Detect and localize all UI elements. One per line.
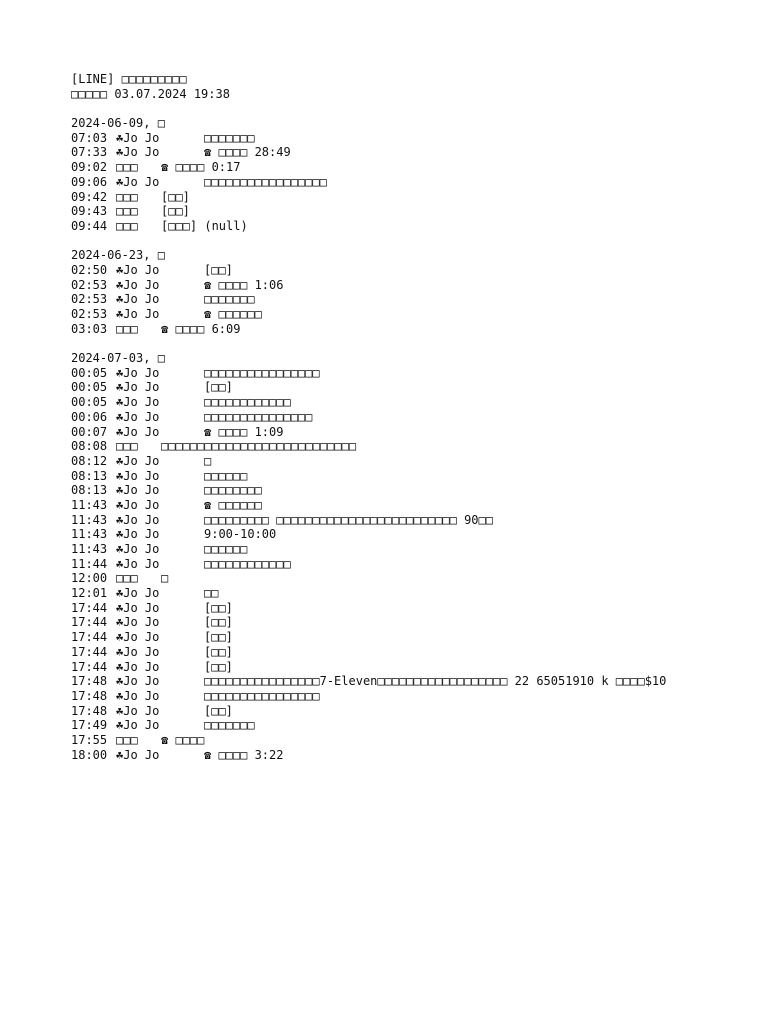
- message-sender: ☘Jo Jo: [116, 453, 160, 468]
- message-time: 02:53: [71, 292, 108, 307]
- message-row: [71, 395, 761, 410]
- message-text: [□□]: [161, 189, 190, 204]
- message-row: [71, 160, 761, 175]
- day-header: 2024-07-03, □: [71, 351, 165, 366]
- message-row: [71, 527, 761, 542]
- message-text: □□□□□□□□□□□□□□□: [204, 409, 313, 424]
- day-section: [71, 116, 761, 234]
- message-text: ☎ □□□□□□: [204, 307, 262, 321]
- message-text: □: [161, 571, 169, 586]
- message-row: [71, 454, 761, 469]
- message-sender: ☘Jo Jo: [116, 174, 160, 189]
- document-title: [LINE] □□□□□□□□□: [71, 72, 187, 86]
- message-row: [71, 689, 761, 704]
- message-row: [71, 366, 761, 381]
- message-sender: ☘Jo Jo: [116, 718, 160, 733]
- day-spacer: [71, 336, 761, 351]
- message-row: [71, 380, 761, 395]
- day-spacer: [71, 101, 761, 116]
- message-row: [71, 557, 761, 572]
- message-time: 11:43: [71, 512, 108, 527]
- message-row: [71, 498, 761, 513]
- message-time: 02:53: [71, 277, 108, 292]
- message-text: □□□□□□: [204, 468, 248, 483]
- message-sender: ☘Jo Jo: [116, 277, 160, 292]
- message-time: 08:08: [71, 439, 108, 454]
- message-sender: □□□: [116, 321, 138, 336]
- message-row: [71, 145, 761, 160]
- message-text: [□□]: [204, 644, 233, 659]
- message-text: [□□]: [161, 204, 190, 219]
- message-sender: ☘Jo Jo: [116, 497, 160, 512]
- day-section: [71, 248, 761, 336]
- message-row: [71, 748, 761, 763]
- saved-timestamp: □□□□□ 03.07.2024 19:38: [71, 86, 230, 101]
- message-sender: ☘Jo Jo: [116, 483, 160, 498]
- message-time: 17:44: [71, 659, 108, 674]
- message-sender: ☘Jo Jo: [116, 468, 160, 483]
- message-time: 09:06: [71, 174, 108, 189]
- message-time: 00:05: [71, 380, 108, 395]
- message-time: 17:49: [71, 718, 108, 733]
- day-header: 2024-06-09, □: [71, 116, 165, 131]
- message-time: 17:44: [71, 600, 108, 615]
- message-sender: ☘Jo Jo: [116, 644, 160, 659]
- message-sender: ☘Jo Jo: [116, 307, 160, 321]
- message-sender: ☘Jo Jo: [116, 703, 160, 718]
- message-text: ☎ □□□□ 6:09: [161, 321, 241, 336]
- message-row: [71, 601, 761, 616]
- message-row: [71, 292, 761, 307]
- message-sender: ☘Jo Jo: [116, 130, 160, 145]
- message-sender: ☘Jo Jo: [116, 747, 160, 762]
- message-time: 03:03: [71, 321, 108, 336]
- message-time: 11:43: [71, 497, 108, 512]
- message-time: 00:05: [71, 365, 108, 380]
- message-row: [71, 542, 761, 557]
- message-text: [□□]: [204, 615, 233, 630]
- message-time: 17:44: [71, 630, 108, 645]
- message-row: [71, 483, 761, 498]
- message-row: [71, 615, 761, 630]
- message-sender: □□□: [116, 189, 138, 204]
- message-text: ☎ □□□□: [161, 732, 205, 747]
- message-time: 11:44: [71, 556, 108, 571]
- message-row: [71, 322, 761, 337]
- message-text: □: [204, 453, 212, 468]
- message-text: [□□]: [204, 380, 233, 395]
- message-text: □□□□□□□: [204, 130, 255, 145]
- message-text: □□□□□□□□□□□□: [204, 556, 291, 571]
- message-sender: □□□: [116, 439, 138, 454]
- message-text: ☎ □□□□ 3:22: [204, 747, 284, 762]
- message-text: [□□]: [204, 659, 233, 674]
- message-text: □□□□□□□: [204, 718, 255, 733]
- message-row: [71, 645, 761, 660]
- message-time: 07:33: [71, 145, 108, 160]
- message-time: 09:43: [71, 204, 108, 219]
- message-text: ☎ □□□□ 0:17: [161, 160, 241, 175]
- day-section: [71, 351, 761, 762]
- message-time: 17:48: [71, 674, 108, 689]
- message-row: [71, 131, 761, 146]
- message-time: 07:03: [71, 130, 108, 145]
- message-text: □□□□□□□□□□□□□□□□7-Eleven□□□□□□□□□□□□□□□□□□ 22 65051910 k □□□□$10: [204, 674, 667, 689]
- message-text: □□□□□□□□□□□□□□□□□□□□□□□□□□□: [161, 439, 357, 454]
- message-row: [71, 410, 761, 425]
- message-text: [□□]: [204, 703, 233, 718]
- message-row: [71, 733, 761, 748]
- message-time: 17:48: [71, 688, 108, 703]
- message-time: 02:53: [71, 307, 108, 321]
- message-text: 9:00-10:00: [204, 527, 277, 542]
- message-row: [71, 674, 761, 689]
- message-time: 12:00: [71, 571, 108, 586]
- message-time: 11:43: [71, 542, 108, 556]
- message-sender: ☘Jo Jo: [116, 380, 160, 395]
- message-time: 09:42: [71, 189, 108, 204]
- message-time: 00:07: [71, 424, 108, 439]
- message-row: [71, 704, 761, 719]
- message-row: [71, 263, 761, 278]
- message-sender: ☘Jo Jo: [116, 600, 160, 615]
- message-text: [□□□] (null): [161, 218, 248, 233]
- message-text: □□□□□□□□: [204, 483, 262, 498]
- message-text: □□□□□□□□□□□□□□□□: [204, 365, 320, 380]
- message-text: ☎ □□□□□□: [204, 497, 262, 512]
- message-sender: ☘Jo Jo: [116, 688, 160, 703]
- message-row: [71, 204, 761, 219]
- message-time: 00:06: [71, 409, 108, 424]
- chat-log-document: [71, 72, 761, 762]
- message-sender: ☘Jo Jo: [116, 292, 160, 307]
- message-time: 08:12: [71, 453, 108, 468]
- message-sender: ☘Jo Jo: [116, 630, 160, 645]
- message-row: [71, 219, 761, 234]
- message-sender: ☘Jo Jo: [116, 512, 160, 527]
- message-sender: □□□: [116, 204, 138, 219]
- message-row: [71, 571, 761, 586]
- message-row: [71, 586, 761, 601]
- message-row: [71, 718, 761, 733]
- message-time: 09:02: [71, 160, 108, 175]
- message-sender: ☘Jo Jo: [116, 409, 160, 424]
- message-text: □□□□□□□□□□□□: [204, 395, 291, 410]
- message-time: 17:44: [71, 615, 108, 630]
- message-text: □□: [204, 586, 219, 601]
- message-sender: □□□: [116, 571, 138, 586]
- message-row: [71, 425, 761, 440]
- message-sender: ☘Jo Jo: [116, 262, 160, 277]
- message-sender: □□□: [116, 732, 138, 747]
- message-sender: ☘Jo Jo: [116, 527, 160, 542]
- message-time: 17:44: [71, 644, 108, 659]
- message-row: [71, 190, 761, 205]
- day-header: 2024-06-23, □: [71, 248, 165, 263]
- message-row: [71, 660, 761, 675]
- message-row: [71, 278, 761, 293]
- message-text: □□□□□□□□□□□□□□□□□: [204, 174, 327, 189]
- message-time: 17:55: [71, 732, 108, 747]
- message-text: [□□]: [204, 630, 233, 645]
- message-time: 12:01: [71, 586, 108, 601]
- message-text: ☎ □□□□ 28:49: [204, 145, 291, 160]
- message-time: 08:13: [71, 483, 108, 498]
- message-sender: ☘Jo Jo: [116, 424, 160, 439]
- message-row: [71, 439, 761, 454]
- message-sender: ☘Jo Jo: [116, 365, 160, 380]
- message-sender: ☘Jo Jo: [116, 556, 160, 571]
- message-time: 02:50: [71, 262, 108, 277]
- message-text: □□□□□□□: [204, 292, 255, 307]
- message-sender: ☘Jo Jo: [116, 615, 160, 630]
- message-text: ☎ □□□□ 1:06: [204, 277, 284, 292]
- message-time: 08:13: [71, 468, 108, 483]
- message-row: [71, 630, 761, 645]
- message-text: [□□]: [204, 600, 233, 615]
- message-sender: □□□: [116, 218, 138, 233]
- message-time: 11:43: [71, 527, 108, 542]
- message-text: [□□]: [204, 262, 233, 277]
- message-row: [71, 307, 761, 322]
- message-sender: ☘Jo Jo: [116, 145, 160, 160]
- message-sender: ☘Jo Jo: [116, 659, 160, 674]
- message-time: 09:44: [71, 218, 108, 233]
- message-row: [71, 175, 761, 190]
- message-sender: ☘Jo Jo: [116, 395, 160, 410]
- message-text: ☎ □□□□ 1:09: [204, 424, 284, 439]
- message-sender: □□□: [116, 160, 138, 175]
- message-time: 00:05: [71, 395, 108, 410]
- day-spacer: [71, 234, 761, 249]
- message-text: □□□□□□□□□ □□□□□□□□□□□□□□□□□□□□□□□□□ 90□□: [204, 512, 493, 527]
- message-row: [71, 513, 761, 528]
- message-text: □□□□□□: [204, 542, 248, 556]
- chat-days: [71, 101, 761, 762]
- message-time: 17:48: [71, 703, 108, 718]
- message-sender: ☘Jo Jo: [116, 586, 160, 601]
- message-sender: ☘Jo Jo: [116, 674, 160, 689]
- message-row: [71, 469, 761, 484]
- message-text: □□□□□□□□□□□□□□□□: [204, 688, 320, 703]
- message-sender: ☘Jo Jo: [116, 542, 160, 556]
- message-time: 18:00: [71, 747, 108, 762]
